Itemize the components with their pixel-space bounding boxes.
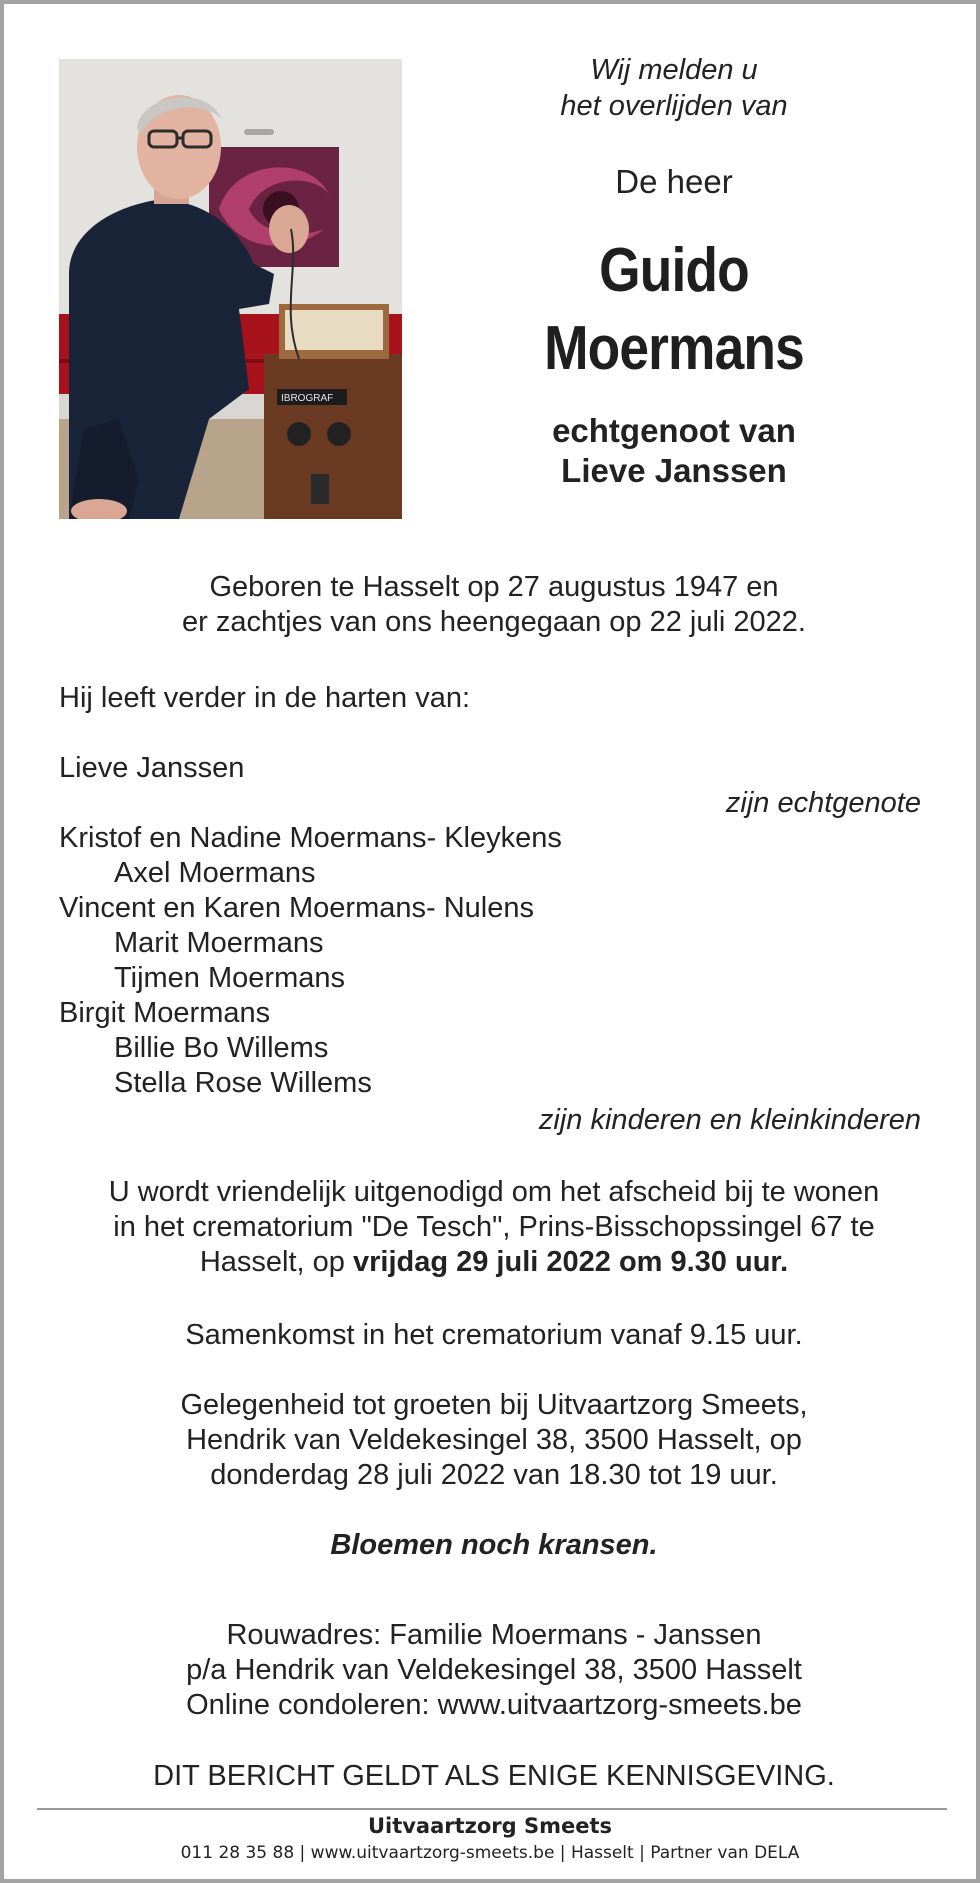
mourning-address bbox=[44, 1618, 944, 1723]
relation bbox=[474, 411, 874, 491]
footer-divider bbox=[37, 1808, 947, 1810]
portrait-photo-illustration bbox=[59, 59, 402, 519]
family-role: zijn kinderen en kleinkinderen bbox=[538, 1104, 921, 1136]
visitation-line-3: donderdag 28 juli 2022 van 18.30 tot 19 uur. bbox=[210, 1459, 778, 1491]
relation-line-2: Lieve Janssen bbox=[561, 452, 787, 489]
ceremony-line-3 bbox=[44, 1245, 944, 1280]
gathering-line: Samenkomst in het crematorium vanaf 9.15 uur. bbox=[185, 1319, 803, 1351]
ceremony-invitation bbox=[44, 1175, 944, 1280]
address-line-2: p/a Hendrik van Veldekesingel 38, 3500 Hasselt bbox=[186, 1654, 802, 1686]
family-member: Birgit Moermans bbox=[59, 997, 271, 1029]
family-member: Axel Moermans bbox=[114, 857, 316, 889]
visitation-line-2: Hendrik van Veldekesingel 38, 3500 Hasselt, op bbox=[186, 1424, 802, 1456]
spouse-name: Lieve Janssen bbox=[59, 752, 245, 784]
ceremony-line-1: U wordt vriendelijk uitgenodigd om het afscheid bij te wonen bbox=[108, 1176, 880, 1208]
title-prefix: De heer bbox=[615, 163, 733, 200]
notice-line: DIT BERICHT GELDT ALS ENIGE KENNISGEVING. bbox=[153, 1760, 835, 1792]
deceased-name bbox=[502, 232, 846, 388]
birth-line-1: Geboren te Hasselt op 27 augustus 1947 en bbox=[209, 571, 779, 603]
flowers-line: Bloemen noch kransen. bbox=[330, 1529, 658, 1561]
family-member: Tijmen Moermans bbox=[114, 962, 345, 994]
portrait-photo bbox=[59, 59, 402, 519]
family-member: Kristof en Nadine Moermans- Kleykens bbox=[59, 822, 562, 854]
ceremony-line-3-prefix: Hasselt, op bbox=[199, 1246, 353, 1278]
family-member: Marit Moermans bbox=[114, 927, 324, 959]
visitation-text bbox=[44, 1388, 944, 1493]
relation-line-1: echtgenoot van bbox=[552, 412, 796, 449]
ceremony-line-2: in het crematorium "De Tesch", Prins-Bisschopssingel 67 te bbox=[113, 1211, 875, 1243]
funeral-company-name: Uitvaartzorg Smeets bbox=[367, 1814, 613, 1838]
first-name: Guido bbox=[599, 236, 749, 305]
birth-death-text bbox=[44, 570, 944, 640]
intro-line-2: het overlijden van bbox=[560, 90, 788, 122]
intro-line-1: Wij melden u bbox=[590, 54, 758, 86]
gathering-text bbox=[44, 1318, 944, 1353]
spouse-role: zijn echtgenote bbox=[725, 787, 921, 819]
survivors-intro: Hij leeft verder in de harten van: bbox=[59, 682, 471, 714]
family-member: Stella Rose Willems bbox=[114, 1067, 372, 1099]
address-line-1: Rouwadres: Familie Moermans - Janssen bbox=[226, 1619, 762, 1651]
flowers-text bbox=[44, 1528, 944, 1563]
notice-text bbox=[44, 1759, 944, 1794]
ceremony-datetime: vrijdag 29 juli 2022 om 9.30 uur. bbox=[352, 1246, 789, 1278]
device-label: IBROGRAF bbox=[281, 393, 334, 404]
last-name: Moermans bbox=[544, 314, 804, 383]
funeral-company-contact: 011 28 35 88 | www.uitvaartzorg-smeets.be | Hasselt | Partner van DELA bbox=[180, 1843, 800, 1863]
announcement-intro bbox=[474, 52, 874, 124]
family-member: Vincent en Karen Moermans- Nulens bbox=[59, 892, 534, 924]
address-line-3: Online condoleren: www.uitvaartzorg-smeets.be bbox=[186, 1689, 802, 1721]
birth-line-2: er zachtjes van ons heengegaan op 22 juli 2022. bbox=[182, 606, 806, 638]
family-member: Billie Bo Willems bbox=[114, 1032, 329, 1064]
visitation-line-1: Gelegenheid tot groeten bij Uitvaartzorg Smeets, bbox=[180, 1389, 808, 1421]
